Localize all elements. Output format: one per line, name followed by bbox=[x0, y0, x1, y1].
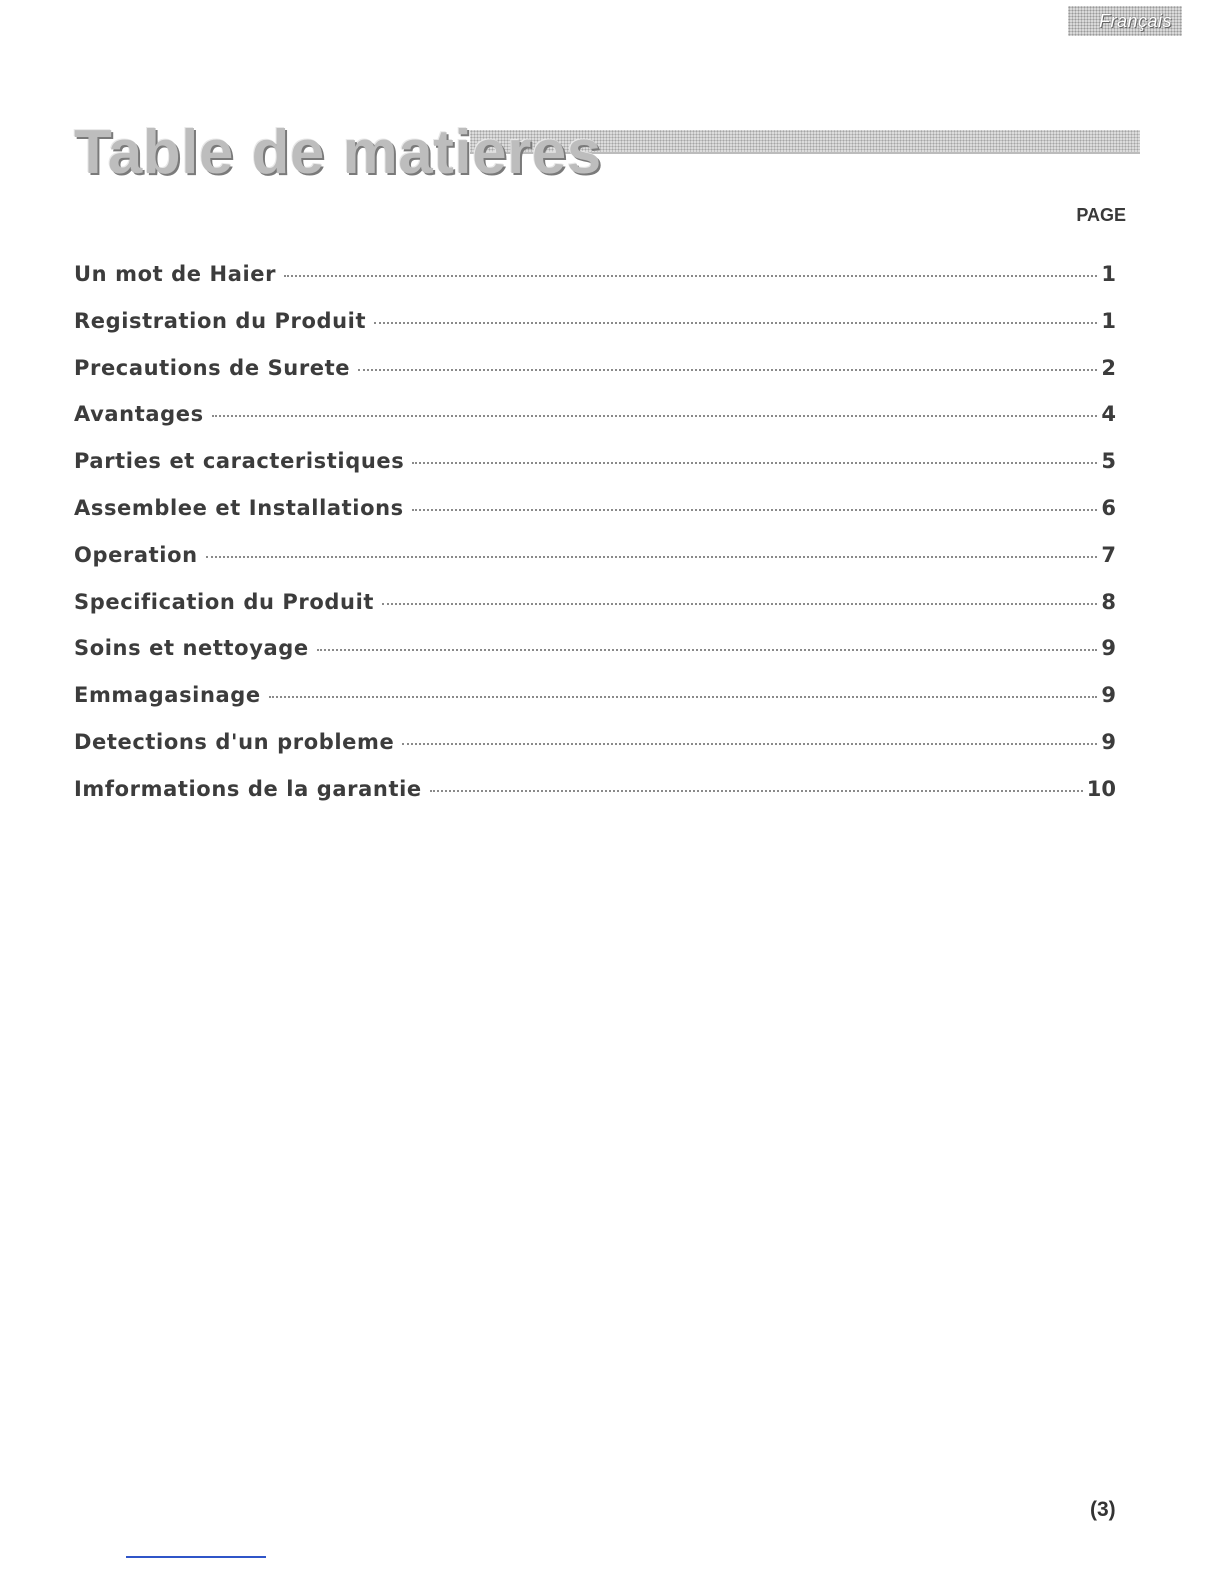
toc-entry-label: Assemblee et Installations bbox=[74, 495, 404, 520]
toc-entry-page: 7 bbox=[1101, 542, 1116, 567]
toc-entry-page: 4 bbox=[1101, 402, 1116, 427]
toc-dot-leader bbox=[430, 790, 1083, 792]
table-of-contents bbox=[74, 262, 1116, 824]
toc-entry[interactable] bbox=[74, 309, 1116, 356]
toc-entry-label: Operation bbox=[74, 542, 198, 567]
language-tab[interactable] bbox=[1068, 6, 1182, 36]
toc-entry-label: Avantages bbox=[74, 402, 204, 427]
toc-dot-leader bbox=[382, 603, 1097, 605]
toc-entry-label: Imformations de la garantie bbox=[74, 776, 422, 801]
page-number: (3) bbox=[1090, 1498, 1116, 1521]
footer-rule bbox=[126, 1556, 266, 1558]
toc-entry[interactable] bbox=[74, 683, 1116, 730]
toc-dot-leader bbox=[284, 275, 1097, 277]
toc-dot-leader bbox=[358, 369, 1097, 371]
toc-dot-leader bbox=[317, 649, 1098, 651]
toc-entry-page: 2 bbox=[1101, 355, 1116, 380]
toc-entry[interactable] bbox=[74, 356, 1116, 403]
toc-entry[interactable] bbox=[74, 449, 1116, 496]
toc-entry-label: Un mot de Haier bbox=[74, 262, 277, 286]
toc-dot-leader bbox=[374, 322, 1097, 324]
toc-entry[interactable] bbox=[74, 777, 1116, 824]
page-title: Table de matieres bbox=[74, 118, 602, 187]
toc-dot-leader bbox=[412, 509, 1098, 511]
toc-entry[interactable] bbox=[74, 496, 1116, 543]
language-tab-label: Français bbox=[1098, 10, 1172, 31]
toc-entry-page: 9 bbox=[1101, 729, 1116, 754]
toc-entry[interactable] bbox=[74, 590, 1116, 637]
toc-entry[interactable] bbox=[74, 402, 1116, 449]
toc-entry-page: 10 bbox=[1086, 776, 1116, 801]
toc-entry[interactable] bbox=[74, 636, 1116, 683]
toc-entry-page: 6 bbox=[1101, 495, 1116, 520]
toc-entry-page: 5 bbox=[1101, 449, 1116, 474]
toc-entry-label: Emmagasinage bbox=[74, 683, 261, 708]
toc-entry-label: Precautions de Surete bbox=[74, 355, 351, 380]
toc-entry-label: Specification du Produit bbox=[74, 589, 375, 614]
page-column-label: PAGE bbox=[1076, 205, 1126, 225]
toc-entry-label: Detections d'un probleme bbox=[74, 729, 395, 754]
toc-entry-page: 1 bbox=[1101, 308, 1116, 333]
toc-entry-label: Soins et nettoyage bbox=[74, 636, 309, 661]
toc-dot-leader bbox=[402, 743, 1097, 745]
toc-entry-page: 9 bbox=[1101, 683, 1116, 708]
toc-entry-page: 9 bbox=[1101, 636, 1116, 661]
toc-entry[interactable] bbox=[74, 262, 1116, 309]
toc-entry[interactable] bbox=[74, 730, 1116, 777]
toc-dot-leader bbox=[269, 696, 1098, 698]
toc-dot-leader bbox=[206, 556, 1098, 558]
toc-entry-label: Registration du Produit bbox=[74, 308, 367, 333]
toc-entry[interactable] bbox=[74, 543, 1116, 590]
toc-dot-leader bbox=[412, 462, 1097, 464]
toc-dot-leader bbox=[212, 415, 1098, 417]
toc-entry-page: 8 bbox=[1101, 589, 1116, 614]
toc-entry-page: 1 bbox=[1101, 262, 1116, 286]
toc-entry-label: Parties et caracteristiques bbox=[74, 449, 405, 474]
